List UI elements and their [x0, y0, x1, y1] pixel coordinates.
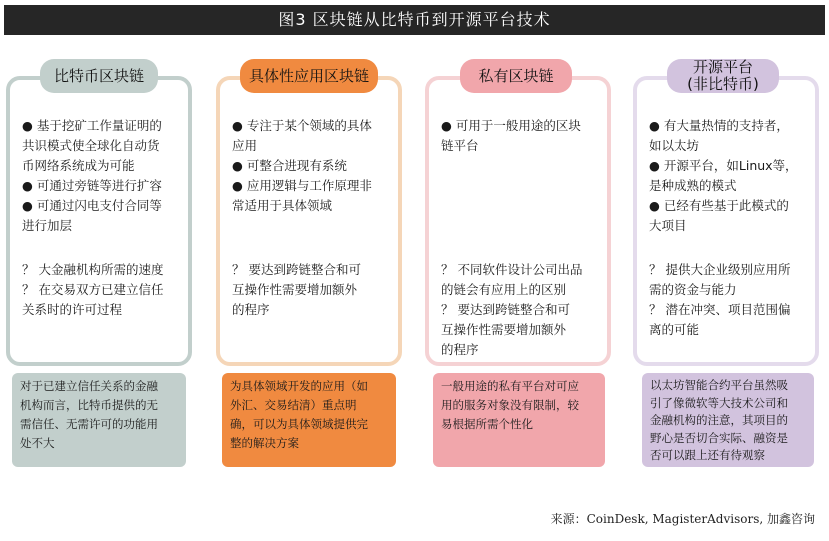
- question-line: ？ 不同软件设计公司出品: [441, 262, 583, 277]
- note-line: 引了像微软等大技术公司和: [650, 395, 788, 410]
- bullet-line: 大项目: [649, 218, 687, 233]
- question-line: 的链会有应用上的区别: [441, 282, 567, 297]
- bullet-line: 应用: [232, 138, 258, 153]
- panel-bitcoin: [6, 76, 192, 366]
- note-line: 机构而言，比特币提供的无: [20, 398, 158, 412]
- question-line: ？ 潜在冲突、项目范围偏: [649, 302, 791, 317]
- question-line: 关系时的许可过程: [22, 302, 123, 317]
- question-line: ？ 要达到跨链整合和可: [441, 302, 570, 317]
- header-specific-label: 具体性应用区块链: [248, 66, 369, 85]
- header-opensource-label: 开源平台: [692, 58, 753, 76]
- note-line: 处不大: [20, 436, 55, 450]
- panel-opensource: [633, 76, 819, 366]
- header-specific: [240, 59, 378, 93]
- note-line: 一般用途的私有平台对可应: [441, 379, 579, 393]
- question-line: ？ 要达到跨链整合和可: [232, 262, 361, 277]
- panel-private-bullets: [441, 116, 601, 156]
- question-line: 离的可能: [649, 322, 700, 337]
- note-line: 金融机构的注意，其项目的: [650, 413, 788, 427]
- panel-specific-questions: [232, 260, 392, 320]
- note-bitcoin: [12, 373, 186, 467]
- figure-title: 图3 区块链从比特币到开源平台技术: [4, 5, 825, 35]
- note-opensource: [642, 373, 814, 467]
- bullet-line: 链平台: [441, 138, 479, 153]
- panel-bitcoin-questions: [22, 260, 182, 320]
- panel-private: [425, 76, 611, 366]
- bullet-line: 币网络系统成为可能: [22, 158, 135, 173]
- bullet-line: ● 基于挖矿工作量证明的: [22, 118, 162, 133]
- panel-bitcoin-bullets: [22, 116, 182, 236]
- bullet-line: 共识模式使全球化自动货: [22, 138, 160, 153]
- header-bitcoin-label: 比特币区块链: [53, 66, 144, 85]
- bullet-line: ● 已经有些基于此模式的: [649, 198, 789, 213]
- bullet-line: ● 可整合进现有系统: [232, 158, 347, 173]
- bullet-line: 如以太坊: [649, 138, 700, 153]
- bullet-line: ● 应用逻辑与工作原理非: [232, 178, 372, 193]
- bullet-line: ● 有大量热情的支持者，: [649, 118, 789, 133]
- note-line: 野心是否切合实际、融资是: [650, 430, 788, 445]
- question-line: 互操作性需要增加额外: [441, 322, 567, 337]
- source-note: 来源：CoinDesk, MagisterAdvisors, 加鑫咨询: [550, 512, 815, 526]
- note-line: 以太坊智能合约平台虽然吸: [650, 378, 788, 392]
- panel-opensource-questions: [649, 260, 809, 340]
- header-opensource-sublabel: (非比特币): [687, 75, 759, 93]
- question-line: 互操作性需要增加额外: [232, 282, 358, 297]
- header-opensource: [667, 59, 779, 93]
- question-line: 需的资金与能力: [649, 282, 737, 297]
- bullet-line: 是种成熟的模式: [649, 178, 737, 193]
- bullet-line: 进行加层: [22, 218, 73, 233]
- panel-specific-bullets: [232, 116, 392, 216]
- bullet-line: ● 可用于一般用途的区块: [441, 118, 581, 133]
- header-private-label: 私有区块链: [478, 66, 554, 85]
- bullet-line: ● 可通过旁链等进行扩容: [22, 178, 162, 193]
- note-line: 为具体领域开发的应用（如: [230, 379, 368, 393]
- question-line: 的程序: [232, 302, 270, 317]
- question-line: ？ 在交易双方已建立信任: [22, 282, 164, 297]
- note-private: [433, 373, 605, 467]
- question-line: ？ 提供大企业级别应用所: [649, 262, 791, 277]
- note-line: 外汇、交易结清）重点明: [230, 398, 357, 412]
- note-line: 整的解决方案: [230, 436, 299, 450]
- bullet-line: ● 可通过闪电支付合同等: [22, 198, 162, 213]
- note-line: 易根据所需个性化: [441, 417, 533, 431]
- note-line: 确，可以为具体领域提供完: [230, 417, 368, 431]
- note-line: 需信任、无需许可的功能用: [20, 417, 158, 431]
- question-line: 的程序: [441, 342, 479, 357]
- note-line: 对于已建立信任关系的金融: [20, 379, 158, 393]
- panel-opensource-bullets: [649, 116, 809, 236]
- question-line: ？ 大金融机构所需的速度: [22, 262, 164, 277]
- header-private: [460, 59, 572, 93]
- header-bitcoin: [40, 59, 158, 93]
- note-line: 用的服务对象没有限制，较: [441, 398, 579, 412]
- bullet-line: ● 专注于某个领域的具体: [232, 118, 372, 133]
- panel-specific: [216, 76, 402, 366]
- bullet-line: ● 开源平台，如Linux等，: [649, 158, 798, 173]
- note-line: 否可以跟上还有待观察: [650, 448, 765, 462]
- bullet-line: 常适用于具体领域: [232, 198, 333, 213]
- panel-private-questions: [441, 260, 601, 360]
- note-specific: [222, 373, 396, 467]
